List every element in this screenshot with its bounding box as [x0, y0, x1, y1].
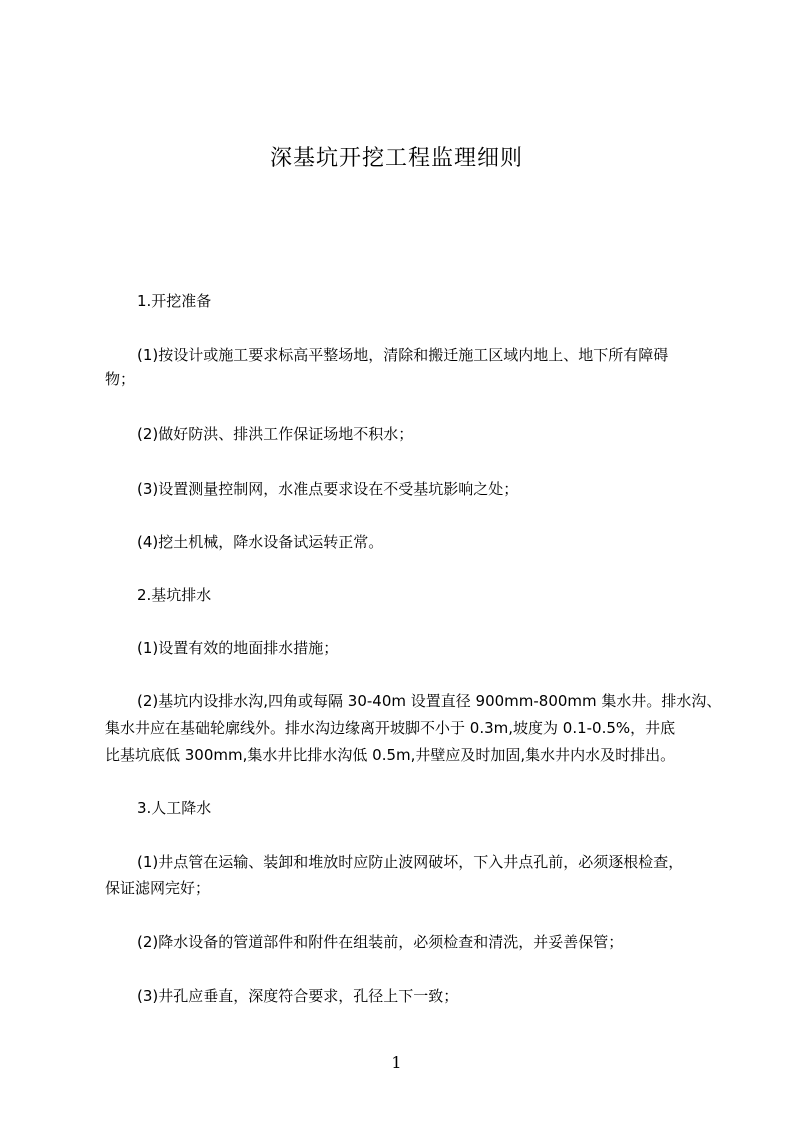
paragraph-line: (1)设置有效的地面排水措施；: [137, 639, 339, 657]
paragraph-line: 比基坑底低 300mm,集水井比排水沟低 0.5m,井壁应及时加固,集水井内水及时排出。: [105, 746, 676, 764]
paragraph-line: (2)降水设备的管道部件和附件在组装前，必须检查和清洗，并妥善保管；: [137, 933, 624, 951]
paragraph-line: (3)井孔应垂直，深度符合要求，孔径上下一致；: [137, 987, 459, 1005]
paragraph-line: (1)井点管在运输、装卸和堆放时应防止波网破坏，下入井点孔前，必须逐根检查，: [137, 853, 684, 871]
page-number: 1: [391, 1053, 402, 1072]
paragraph-line: (2)基坑内设排水沟,四角或每隔 30-40m 设置直径 900mm-800mm 集水井。排水沟、: [137, 692, 722, 710]
paragraph-line: (3)设置测量控制网，水准点要求设在不受基坑影响之处；: [137, 480, 519, 498]
section-heading: 2.基坑排水: [137, 586, 212, 604]
paragraph-line: (4)挖土机械，降水设备试运转正常。: [137, 533, 384, 551]
paragraph-line: 保证滤网完好；: [105, 879, 211, 897]
document-title: 深基坑开挖工程监理细则: [269, 146, 523, 171]
section-heading: 1.开挖准备: [137, 292, 212, 310]
paragraph-line: (1)按设计或施工要求标高平整场地，清除和搬迁施工区域内地上、地下所有障碍: [137, 346, 669, 364]
paragraph-line: 集水井应在基础轮廓线外。排水沟边缘离开坡脚不小于 0.3m,坡度为 0.1-0.5%，井底: [105, 719, 676, 737]
section-heading: 3.人工降水: [137, 799, 212, 817]
paragraph-line: (2)做好防洪、排洪工作保证场地不积水；: [137, 425, 414, 443]
paragraph-line: 物；: [105, 370, 136, 388]
